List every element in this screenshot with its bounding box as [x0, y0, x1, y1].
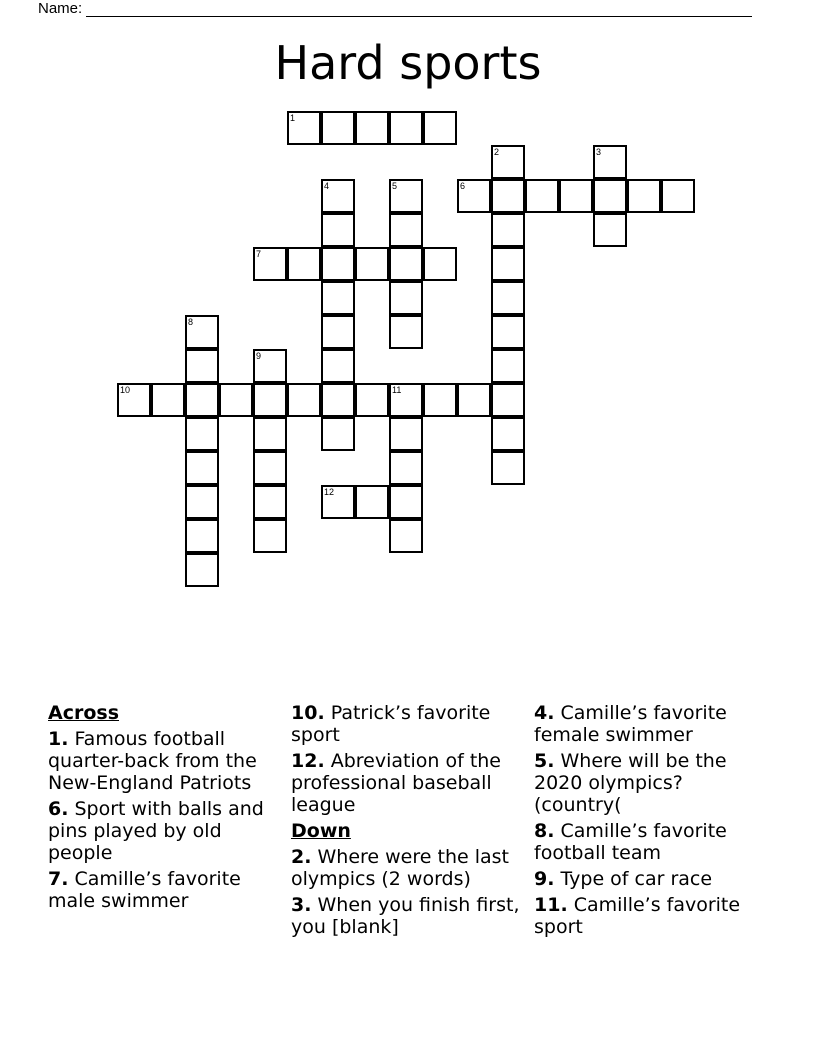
grid-cell[interactable]: [593, 213, 627, 247]
grid-cell[interactable]: [185, 553, 219, 587]
grid-cell[interactable]: [253, 451, 287, 485]
grid-cell[interactable]: [491, 145, 525, 179]
grid-cell[interactable]: [491, 315, 525, 349]
grid-cell[interactable]: [491, 247, 525, 281]
grid-cell[interactable]: [491, 179, 525, 213]
grid-cell[interactable]: [219, 383, 253, 417]
grid-cell[interactable]: [559, 179, 593, 213]
clues-column-2: [291, 702, 531, 942]
grid-cell[interactable]: [253, 383, 287, 417]
grid-cell[interactable]: [253, 247, 287, 281]
clue-across-10: 10. Patrick’s favorite sport: [291, 702, 491, 746]
grid-cell[interactable]: [389, 213, 423, 247]
grid-cell[interactable]: [117, 383, 151, 417]
cell-number: 2: [494, 147, 500, 157]
cell-number: 9: [256, 351, 262, 361]
grid-cell[interactable]: [287, 111, 321, 145]
cell-number: 5: [392, 181, 398, 191]
grid-cell[interactable]: [457, 179, 491, 213]
grid-cell[interactable]: [627, 179, 661, 213]
grid-cell[interactable]: [491, 281, 525, 315]
grid-cell[interactable]: [491, 417, 525, 451]
grid-cell[interactable]: [389, 111, 423, 145]
grid-cell[interactable]: [321, 417, 355, 451]
cell-number: 12: [324, 487, 335, 497]
grid-cell[interactable]: [253, 349, 287, 383]
grid-cell[interactable]: [457, 383, 491, 417]
cell-number: 4: [324, 181, 330, 191]
cell-number: 11: [392, 385, 402, 395]
grid-cell[interactable]: [355, 111, 389, 145]
grid-cell[interactable]: [661, 179, 695, 213]
grid-cell[interactable]: [321, 247, 355, 281]
grid-cell[interactable]: [321, 349, 355, 383]
grid-cell[interactable]: [593, 145, 627, 179]
clue-across-7: 7. Camille’s favorite male swimmer: [48, 868, 241, 912]
clue-down-9: 9. Type of car race: [534, 868, 713, 890]
grid-cell[interactable]: [321, 111, 355, 145]
grid-cell[interactable]: [389, 383, 423, 417]
cell-number: 3: [596, 147, 602, 157]
clues-column-3: [534, 702, 774, 942]
grid-cell[interactable]: [253, 485, 287, 519]
clue-down-4: 4. Camille’s favorite female swimmer: [534, 702, 727, 746]
grid-cell[interactable]: [423, 383, 457, 417]
cell-number: 10: [120, 385, 131, 395]
cell-number: 6: [460, 181, 466, 191]
clue-down-8: 8. Camille’s favorite football team: [534, 820, 727, 864]
grid-cell[interactable]: [389, 519, 423, 553]
grid-cell[interactable]: [593, 179, 627, 213]
clue-down-5: 5. Where will be the 2020 olympics? (country(: [534, 750, 727, 816]
across-heading: Across: [48, 702, 120, 724]
grid-cell[interactable]: [389, 315, 423, 349]
clue-down-11: 11. Camille’s favorite sport: [534, 894, 741, 938]
down-heading: Down: [291, 820, 351, 842]
name-label: Name:: [38, 0, 83, 17]
grid-cell[interactable]: [185, 349, 219, 383]
grid-cell[interactable]: [253, 519, 287, 553]
grid-cell[interactable]: [423, 247, 457, 281]
grid-cell[interactable]: [389, 179, 423, 213]
grid-cell[interactable]: [355, 383, 389, 417]
grid-cell[interactable]: [389, 451, 423, 485]
grid-cell[interactable]: [423, 111, 457, 145]
grid-cell[interactable]: [253, 417, 287, 451]
grid-cell[interactable]: [185, 383, 219, 417]
clue-down-3: 3. When you finish first, you [blank]: [291, 894, 520, 938]
grid-cell[interactable]: [355, 247, 389, 281]
grid-cell[interactable]: [321, 213, 355, 247]
puzzle-title: Hard sports: [274, 36, 542, 90]
grid-cell[interactable]: [491, 349, 525, 383]
cell-number: 1: [290, 113, 296, 123]
grid-cell[interactable]: [491, 213, 525, 247]
clues-column-1: [48, 702, 288, 916]
grid-cell[interactable]: [185, 451, 219, 485]
grid-cell[interactable]: [389, 247, 423, 281]
clue-across-12: 12. Abreviation of the professional baseball league: [291, 750, 501, 816]
grid-cell[interactable]: [355, 485, 389, 519]
cell-number: 7: [256, 249, 262, 259]
grid-cell[interactable]: [389, 417, 423, 451]
clue-across-6: 6. Sport with balls and pins played by old people: [48, 798, 264, 864]
grid-cell[interactable]: [525, 179, 559, 213]
grid-cell[interactable]: [321, 179, 355, 213]
grid-cell[interactable]: [321, 383, 355, 417]
grid-cell[interactable]: [151, 383, 185, 417]
grid-cell[interactable]: [321, 281, 355, 315]
grid-cell[interactable]: [185, 485, 219, 519]
grid-cell[interactable]: [389, 281, 423, 315]
grid-cell[interactable]: [321, 485, 355, 519]
cell-number: 8: [188, 317, 194, 327]
grid-cell[interactable]: [491, 383, 525, 417]
grid-cell[interactable]: [287, 383, 321, 417]
grid-cell[interactable]: [389, 485, 423, 519]
grid-cell[interactable]: [185, 519, 219, 553]
clue-across-1: 1. Famous football quarter-back from the New-England Patriots: [48, 728, 257, 794]
grid-cell[interactable]: [491, 451, 525, 485]
grid-cell[interactable]: [287, 247, 321, 281]
grid-cell[interactable]: [185, 315, 219, 349]
grid-cell[interactable]: [185, 417, 219, 451]
grid-cell[interactable]: [321, 315, 355, 349]
clue-down-2: 2. Where were the last olympics (2 words): [291, 846, 509, 890]
